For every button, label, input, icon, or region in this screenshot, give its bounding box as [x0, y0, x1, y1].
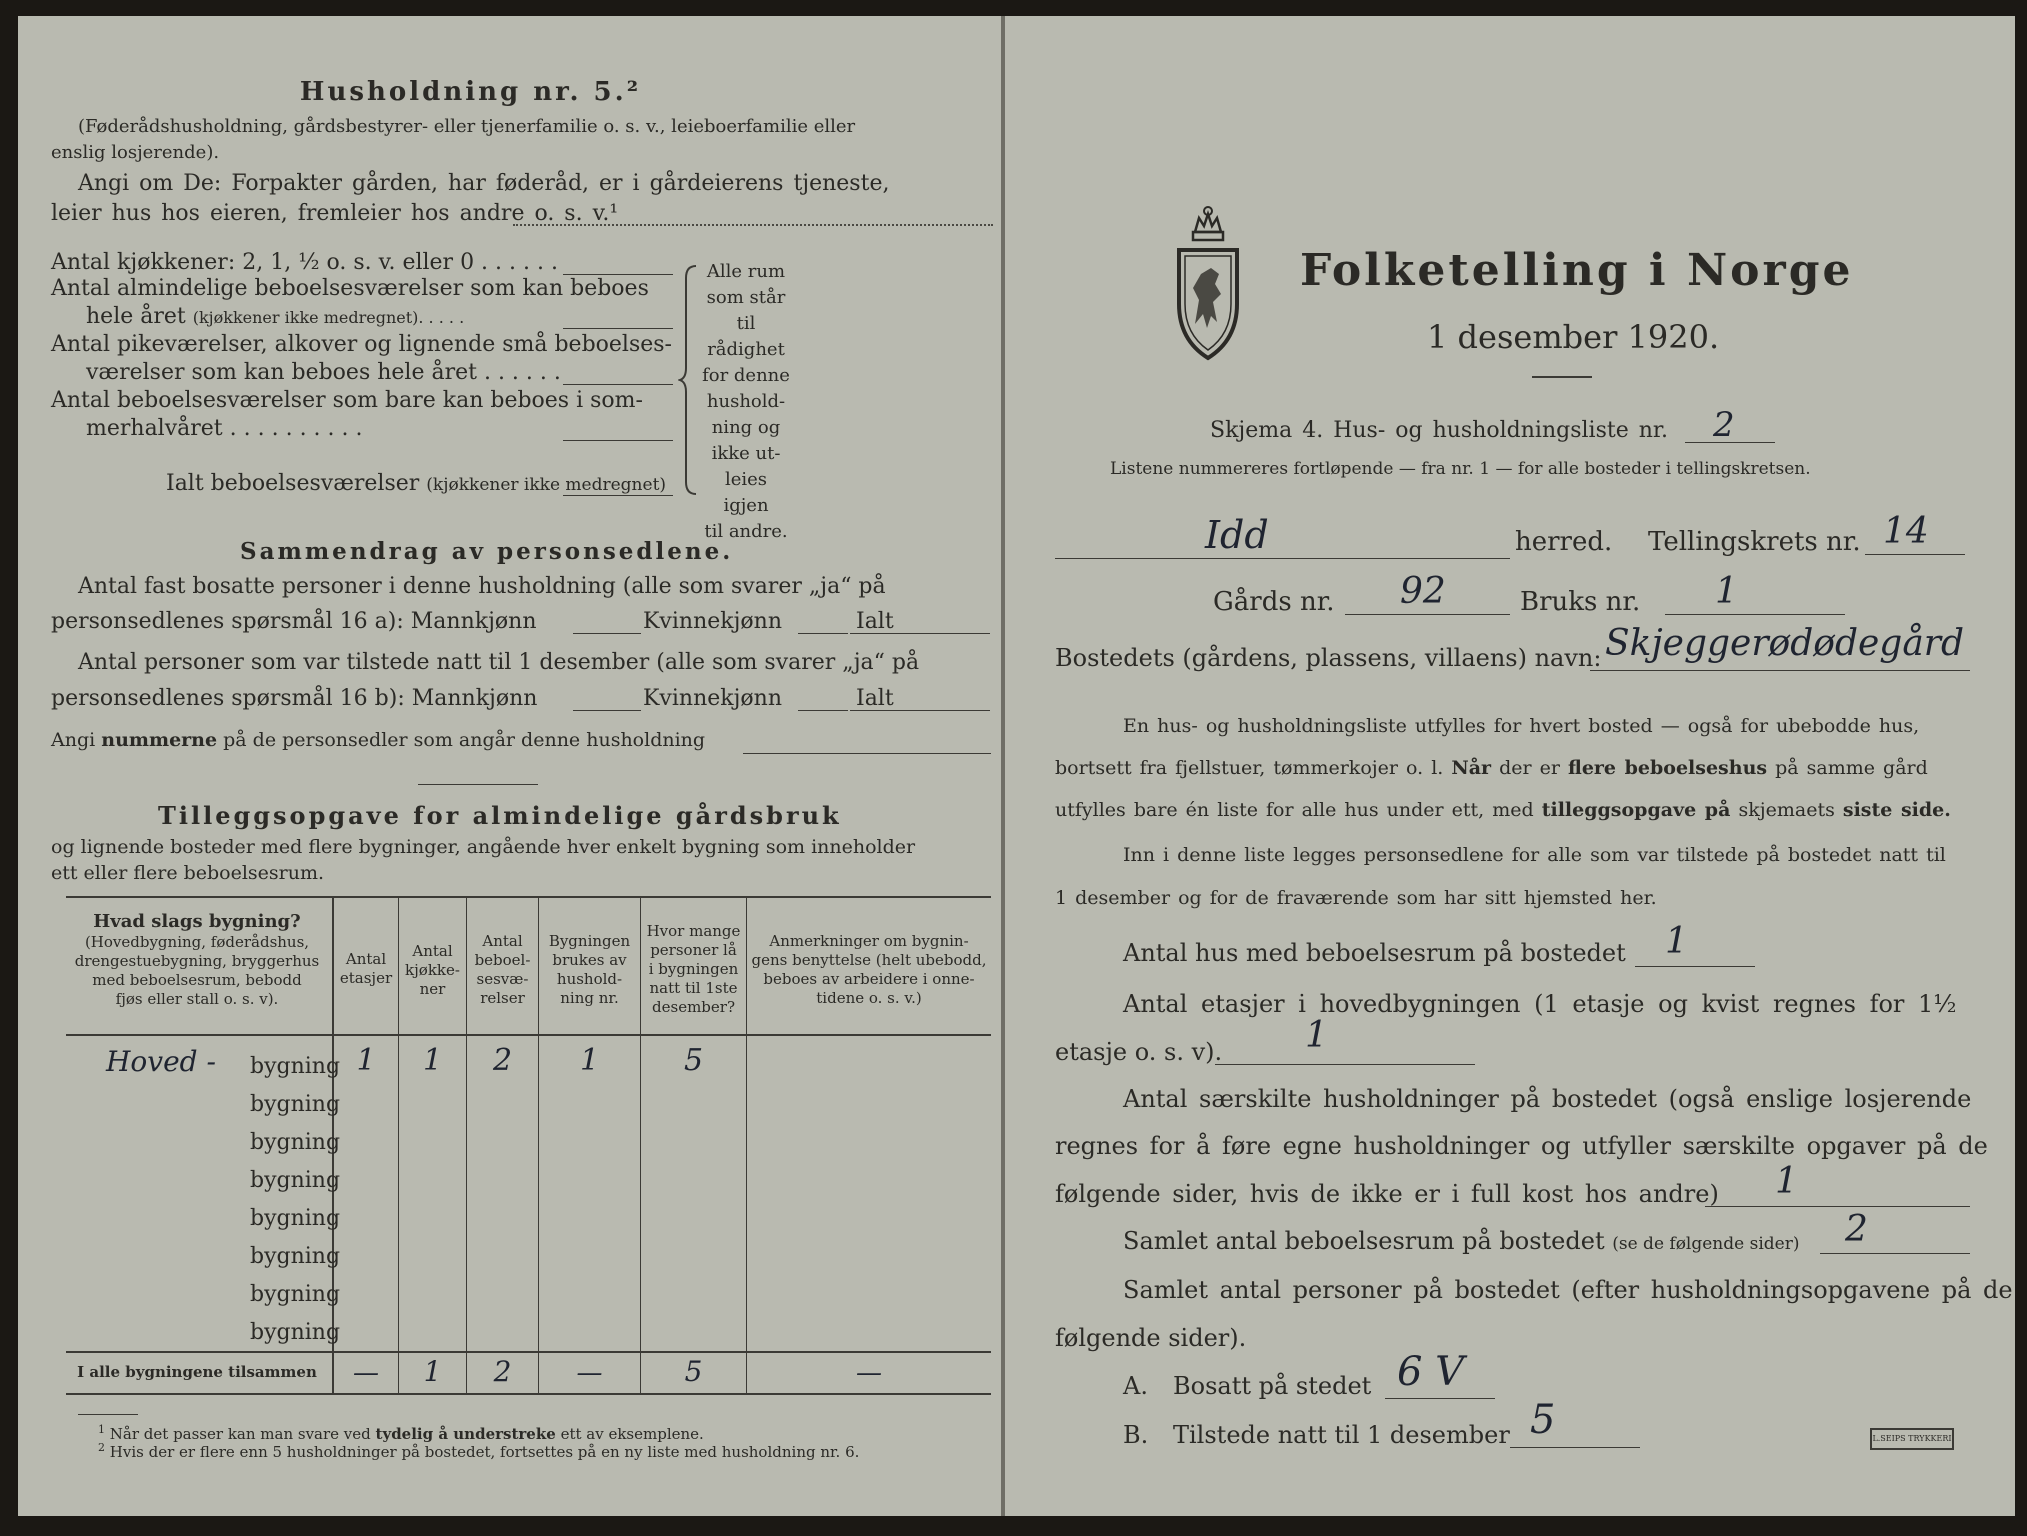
row1-floors: 1	[356, 1043, 376, 1078]
total-floors: —	[353, 1358, 379, 1388]
info-line-1: En hus- og husholdningsliste utfylles for hvert bosted — også for ubebodde hus,	[1123, 715, 1920, 737]
table-row-word: bygning	[250, 1320, 341, 1345]
total-remarks: —	[856, 1358, 882, 1388]
households-label-1: Antal særskilte husholdninger på bostedet (også enslige losjerende	[1123, 1085, 1972, 1113]
total-rooms-note: (se de følgende sider)	[1612, 1234, 1800, 1254]
maid-rooms-label-2: værelser som kan beboes hele året . . . . . .	[86, 360, 561, 385]
schema-label: Skjema 4. Hus- og husholdningsliste nr.	[1210, 418, 1668, 443]
info-2d: flere beboelseshus	[1568, 757, 1768, 779]
info-3d: siste side.	[1842, 799, 1951, 821]
brace-note-line: ikke ut-	[711, 443, 781, 464]
col-household-line: brukes av	[552, 951, 627, 969]
table-row-word: bygning	[250, 1130, 341, 1155]
present-value: 5	[1530, 1397, 1556, 1443]
info-line-5: 1 desember og for de fraværende som har sitt hjemsted her.	[1055, 887, 1657, 909]
female-resident-label: Kvinnekjønn	[643, 609, 782, 634]
addendum-p1: og lignende bosteder med flere bygninger, angående hver enkelt bygning som inneholder	[51, 836, 916, 858]
printer-stamp	[1870, 1428, 1954, 1450]
municipality-line	[1055, 558, 1510, 559]
table-row-word: bygning	[250, 1206, 341, 1231]
col-floors-line: etasjer	[339, 969, 393, 987]
houses-line	[1635, 966, 1755, 967]
table-row-word: bygning	[250, 1092, 341, 1117]
municipality-value: Idd	[1205, 513, 1269, 557]
row1-building-prefix: Hoved -	[106, 1045, 216, 1078]
brace-note-line: for denne	[702, 365, 790, 386]
addendum-title: Tilleggsopgave for almindelige gårdsbruk	[158, 801, 842, 830]
place-value: Skjeggerødødegård	[1605, 623, 1965, 664]
schema-number: 2	[1713, 405, 1735, 445]
table-bottom-line	[66, 1393, 991, 1395]
col-kitchens-line: Antal	[412, 942, 453, 960]
houses-label: Antal hus med beboelsesrum på bostedet	[1123, 939, 1626, 967]
female-present-line	[798, 710, 848, 711]
male-present-line	[573, 710, 641, 711]
total-resident-line	[850, 633, 990, 634]
col-persons-line: desember?	[652, 998, 735, 1016]
summary-p2: Antal personer som var tilstede natt til 1 desember (alle som svarer „ja“ på	[78, 650, 920, 675]
row1-persons: 5	[683, 1043, 704, 1078]
census-date: 1 desember 1920.	[1427, 318, 1720, 356]
numbering-note: Listene nummereres fortløpende — fra nr. 1 — for alle bosteder i tellingskretsen.	[1110, 459, 1811, 479]
persons-label-2: følgende sider).	[1055, 1324, 1247, 1352]
table-header-line	[66, 1034, 991, 1036]
info-3b: tilleggsopgave på	[1541, 799, 1731, 821]
total-present-line	[850, 710, 990, 711]
place-line	[1590, 670, 1970, 671]
info-2c: der er	[1499, 757, 1560, 779]
district-label: Tellingskrets nr.	[1648, 527, 1861, 557]
addendum-p2: ett eller flere beboelsesrum.	[51, 862, 325, 884]
houses-value: 1	[1665, 921, 1688, 962]
persons-label-1: Samlet antal personer på bostedet (efter husholdningsopgavene på de	[1123, 1276, 2013, 1304]
printer-stamp-text: L.SEIPS TRYKKERI	[1872, 1434, 1952, 1443]
present-label: Tilstede natt til 1 desember	[1173, 1421, 1510, 1449]
brace-icon	[678, 264, 700, 496]
total-rooms-label	[1123, 1229, 1799, 1253]
present-letter: B.	[1123, 1421, 1149, 1449]
table-row-word: bygning	[250, 1168, 341, 1193]
left-page	[18, 16, 1003, 1516]
brace-note-line: ning og	[711, 417, 781, 438]
floors-line	[1215, 1064, 1475, 1065]
col-rooms-line: Antal	[482, 932, 523, 950]
bruk-value: 1	[1715, 571, 1738, 612]
household-intro-2: Angi om De: Forpakter gården, har føderåd, er i gårdeierens tjeneste,	[78, 171, 890, 196]
footnote-divider	[78, 1414, 138, 1415]
summary-p2b: personsedlenes spørsmål 16 b): Mannkjønn	[51, 686, 538, 711]
table-row-word: bygning	[250, 1054, 341, 1079]
info-2a: bortsett fra fjellstuer, tømmerkojer o. l.	[1055, 757, 1444, 779]
brace-note	[701, 259, 791, 545]
brace-note-line: rådighet	[707, 339, 785, 360]
summer-rooms-line	[563, 440, 673, 441]
household-intro-1: (Føderådshusholdning, gårdsbestyrer- eller tjenerfamilie o. s. v., leieboerfamilie eller	[78, 116, 856, 137]
footnote-1: $^1$ Når det passer kan man svare ved tydelig å understreke ett av eksemplene.	[98, 1423, 704, 1443]
total-rooms-value: 2	[1845, 1209, 1868, 1250]
household-intro-1b: enslig losjerende).	[51, 142, 220, 163]
numbers-line	[743, 753, 991, 754]
present-line	[1510, 1447, 1640, 1448]
numbers-a: Angi	[51, 729, 96, 751]
col-household-line: ning nr.	[560, 989, 619, 1007]
info-3c: skjemaets	[1738, 799, 1835, 821]
col-household-header	[539, 932, 640, 1008]
household-title: Husholdning nr. 5.²	[299, 77, 642, 107]
col-floors-line: Antal	[345, 950, 387, 968]
common-rooms-label: Antal almindelige beboelsesværelser som kan beboes	[51, 276, 649, 301]
households-line	[1705, 1206, 1970, 1207]
household-intro-2b: leier hus hos eieren, fremleier hos andre o. s. v.¹	[51, 201, 619, 226]
total-rooms-text: Samlet antal beboelsesrum på bostedet	[1123, 1227, 1605, 1255]
col-building-header	[66, 910, 328, 1009]
table-row-word: bygning	[250, 1244, 341, 1269]
row1-kitchens: 1	[422, 1043, 443, 1078]
summary-title: Sammendrag av personsedlene.	[240, 538, 734, 565]
total-rooms-text: Ialt beboelsesværelser	[166, 471, 420, 496]
kitchens-label: Antal kjøkkener: 2, 1, ½ o. s. v. eller 0 . . . . . .	[51, 250, 558, 275]
intro-fill-line	[513, 224, 993, 226]
building-table	[66, 896, 991, 1396]
col-remarks-line: Anmerkninger om bygnin-	[769, 932, 969, 950]
bruk-label: Bruks nr.	[1520, 587, 1641, 617]
col-building-line: fjøs eller stall o. s. v).	[115, 990, 279, 1008]
bruk-line	[1665, 614, 1845, 615]
info-2b: Når	[1451, 757, 1492, 779]
title-divider	[1532, 376, 1592, 378]
common-rooms-label-2	[86, 306, 464, 328]
summer-rooms-label-2: merhalvåret . . . . . . . . . .	[86, 416, 363, 441]
col-remarks-header	[747, 932, 991, 1008]
coat-of-arms-icon	[1173, 204, 1243, 374]
col-persons-header	[641, 922, 746, 1017]
col-building-title: Hvad slags bygning?	[93, 911, 301, 932]
resident-letter: A.	[1123, 1372, 1148, 1400]
col-rooms-header	[467, 932, 538, 1008]
col-persons-line: natt til 1ste	[649, 979, 738, 997]
col-persons-line: Hvor mange	[646, 922, 741, 940]
footnote-2-text: Hvis der er flere enn 5 husholdninger på bostedet, fortsettes på en ny liste med husholdning nr. 6.	[109, 1443, 860, 1461]
info-line-2	[1055, 759, 1928, 778]
common-rooms-note: (kjøkkener ikke medregnet). . . . .	[192, 308, 465, 327]
col-household-line: Bygningen	[548, 932, 631, 950]
households-value: 1	[1775, 1161, 1798, 1202]
summary-p1: Antal fast bosatte personer i denne husholdning (alle som svarer „ja“ på	[78, 574, 886, 599]
total-rooms-line	[1820, 1253, 1970, 1254]
col-building-line: med beboelsesrum, bebodd	[92, 971, 302, 989]
district-line	[1865, 554, 1965, 555]
female-present-label: Kvinnekjønn	[643, 686, 782, 711]
footnote-2: $^2$ Hvis der er flere enn 5 husholdninger på bostedet, fortsettes på en ny liste med husholdning nr. 6.	[98, 1441, 860, 1461]
table-top-line	[66, 896, 991, 898]
section-divider	[418, 784, 538, 785]
col-kitchens-header	[399, 942, 466, 999]
resident-line	[1385, 1398, 1495, 1399]
farm-label: Gårds nr.	[1213, 587, 1335, 617]
maid-rooms-label: Antal pikeværelser, alkover og lignende små beboelses-	[51, 332, 672, 357]
district-value: 14	[1883, 511, 1929, 552]
floors-label-2: etasje o. s. v).	[1055, 1038, 1223, 1066]
brace-note-line: hushold-	[706, 391, 786, 412]
total-household: —	[576, 1358, 603, 1388]
table-total-line	[66, 1351, 991, 1353]
herred-label: herred.	[1515, 527, 1613, 557]
resident-label: Bosatt på stedet	[1173, 1372, 1372, 1400]
col-remarks-line: beboes av arbeidere i onne-	[763, 970, 975, 988]
col-building-line: drengestuebygning, bryggerhus	[74, 952, 320, 970]
col-kitchens-line: ner	[419, 980, 446, 998]
right-page	[1005, 16, 2015, 1516]
farm-line	[1345, 614, 1510, 615]
female-resident-line	[798, 633, 848, 634]
total-rooms-note: (kjøkkener ikke medregnet)	[426, 475, 667, 495]
col-rooms-line: beboel-	[474, 951, 531, 969]
common-rooms-line	[563, 328, 673, 329]
farm-value: 92	[1400, 571, 1446, 612]
col-rooms-line: sesvæ-	[476, 970, 529, 988]
col-remarks-line: gens benyttelse (helt ubebodd,	[751, 951, 987, 969]
resident-value: 6 V	[1397, 1349, 1465, 1395]
col-building-line: (Hovedbygning, føderådshus,	[84, 933, 310, 951]
total-present-label: Ialt	[856, 686, 894, 711]
col-household-line: hushold-	[556, 970, 623, 988]
total-rooms-line	[563, 495, 673, 496]
brace-note-line: som står til	[706, 287, 786, 334]
summer-rooms-label: Antal beboelsesværelser som bare kan beboes i som-	[51, 388, 643, 413]
floors-value: 1	[1305, 1015, 1328, 1056]
col-persons-line: i bygningen	[648, 960, 739, 978]
total-resident-label: Ialt	[856, 609, 894, 634]
table-row-word: bygning	[250, 1282, 341, 1307]
place-label: Bostedets (gårdens, plassens, villaens) navn:	[1055, 644, 1602, 672]
male-resident-line	[573, 633, 641, 634]
row1-household: 1	[579, 1043, 600, 1078]
total-persons: 5	[684, 1355, 703, 1388]
total-kitchens: 1	[423, 1355, 442, 1388]
maid-rooms-line	[563, 384, 673, 385]
footnote-1a: Når det passer kan man svare ved	[109, 1425, 371, 1443]
info-line-3	[1055, 801, 1951, 820]
col-kitchens-line: kjøkke-	[405, 961, 460, 979]
common-rooms-year: hele året	[86, 304, 186, 329]
col-remarks-line: tidene o. s. v.)	[816, 989, 922, 1007]
footnote-1c: ett av eksemplene.	[560, 1425, 704, 1443]
info-line-4: Inn i denne liste legges personsedlene for alle som var tilstede på bostedet natt til	[1123, 844, 1946, 866]
households-label-2: regnes for å føre egne husholdninger og utfyller særskilte opgaver på de	[1055, 1132, 1988, 1160]
numbers-c: på de personsedler som angår denne husholdning	[223, 729, 706, 751]
floors-label-1: Antal etasjer i hovedbygningen (1 etasje og kvist regnes for 1½	[1123, 990, 1957, 1018]
col-rooms-line: relser	[480, 989, 525, 1007]
col-floors-header	[334, 950, 398, 988]
info-2e: på samme gård	[1775, 757, 1928, 779]
census-title: Folketelling i Norge	[1300, 245, 1854, 296]
numbers-b: nummerne	[101, 729, 218, 751]
brace-note-line: leies igjen	[723, 469, 769, 516]
households-label-3: følgende sider, hvis de ikke er i full kost hos andre)	[1055, 1180, 1719, 1208]
row1-rooms: 2	[492, 1043, 513, 1078]
col-persons-line: personer lå	[650, 941, 737, 959]
brace-note-line: Alle rum	[706, 261, 786, 282]
total-rooms-label	[166, 473, 666, 495]
kitchens-line	[563, 274, 673, 275]
info-3a: utfylles bare én liste for alle hus under ett, med	[1055, 799, 1534, 821]
summary-p1b: personsedlenes spørsmål 16 a): Mannkjønn	[51, 609, 537, 634]
numbers-label	[51, 731, 705, 750]
brace-note-line: til andre.	[704, 521, 788, 542]
total-rooms: 2	[493, 1355, 512, 1388]
total-row-label: I alle bygningene tilsammen	[77, 1363, 317, 1381]
footnote-1b: tydelig å understreke	[375, 1425, 556, 1443]
